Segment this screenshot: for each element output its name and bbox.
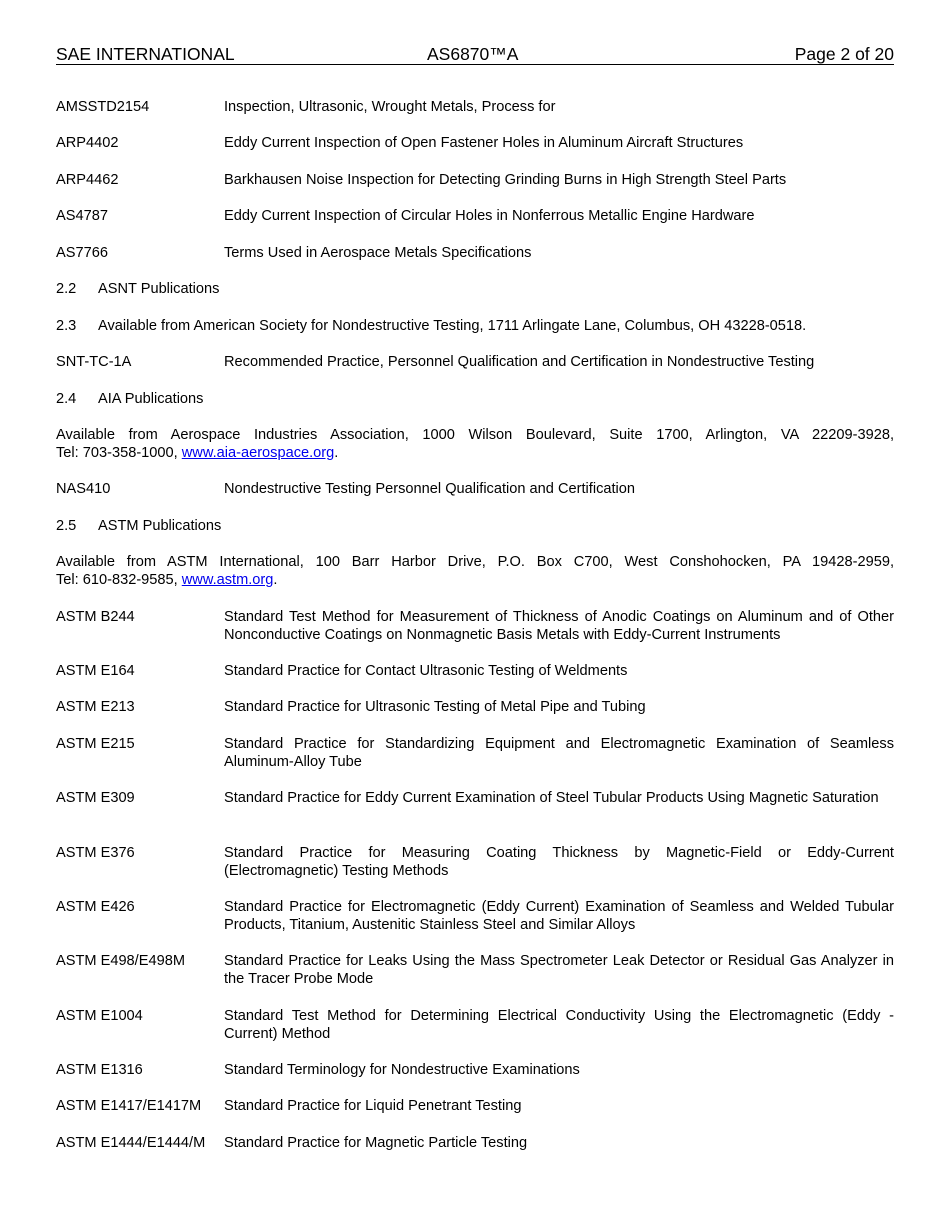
reference-description: Standard Practice for Magnetic Particle Testing xyxy=(224,1135,528,1151)
reference-description: Barkhausen Noise Inspection for Detecting Grinding Burns in High Strength Steel Parts xyxy=(224,172,787,188)
aia-availability-paragraph xyxy=(56,426,894,462)
availability-tel: Tel: 703-358-1000, xyxy=(56,445,182,461)
reference-code: ASTM E1316 xyxy=(56,1062,143,1078)
reference-description: Standard Practice for Electromagnetic (Eddy Current) Examination of Seamless and Welded Tubular Products, Titanium, Austenitic Stainless Steel and Similar Alloys xyxy=(224,899,894,933)
reference-code: ASTM E1444/E1444/M xyxy=(56,1135,206,1151)
reference-code: ASTM E309 xyxy=(56,790,135,806)
reference-description: Standard Practice for Leaks Using the Mass Spectrometer Leak Detector or Residual Gas Analyzer in the Tracer Probe Mode xyxy=(224,953,894,987)
reference-code: ASTM E1004 xyxy=(56,1008,143,1024)
reference-description: Standard Test Method for Determining Electrical Conductivity Using the Electromagnetic (Eddy - Current) Method xyxy=(224,1008,894,1042)
section-title: ASTM Publications xyxy=(98,518,222,534)
reference-code: ARP4402 xyxy=(56,135,119,151)
reference-description: Standard Practice for Measuring Coating Thickness by Magnetic-Field or Eddy-Current (Electromagnetic) Testing Methods xyxy=(224,845,894,879)
reference-description: Inspection, Ultrasonic, Wrought Metals, Process for xyxy=(224,99,556,115)
astm-availability-paragraph xyxy=(56,553,894,589)
reference-code: ARP4462 xyxy=(56,172,119,188)
reference-description: Standard Test Method for Measurement of Thickness of Anodic Coatings on Aluminum and of Other Nonconductive Coatings on Nonmagnetic Basis Metals with Eddy-Current Instruments xyxy=(224,609,894,643)
section-number: 2.3 xyxy=(56,318,77,334)
reference-description: Eddy Current Inspection of Circular Holes in Nonferrous Metallic Engine Hardware xyxy=(224,208,755,224)
page-header xyxy=(56,44,894,65)
reference-code: SNT-TC-1A xyxy=(56,354,132,370)
reference-code: AS7766 xyxy=(56,245,108,261)
reference-description: Recommended Practice, Personnel Qualification and Certification in Nondestructive Testing xyxy=(224,354,815,370)
reference-code: ASTM E215 xyxy=(56,736,135,752)
section-title: AIA Publications xyxy=(98,391,204,407)
availability-line xyxy=(56,444,894,462)
reference-code: NAS410 xyxy=(56,481,111,497)
header-page-number: Page 2 of 20 xyxy=(794,44,894,64)
reference-description: Eddy Current Inspection of Open Fastener Holes in Aluminum Aircraft Structures xyxy=(224,135,744,151)
reference-description: Terms Used in Aerospace Metals Specifications xyxy=(224,245,532,261)
availability-line xyxy=(56,571,894,589)
reference-code: AMSSTD2154 xyxy=(56,99,150,115)
reference-description: Standard Terminology for Nondestructive Examinations xyxy=(224,1062,580,1078)
reference-code: ASTM E1417/E1417M xyxy=(56,1098,202,1114)
reference-description: Standard Practice for Liquid Penetrant Testing xyxy=(224,1098,522,1114)
reference-description: Standard Practice for Ultrasonic Testing of Metal Pipe and Tubing xyxy=(224,699,646,715)
header-org: SAE INTERNATIONAL xyxy=(56,44,235,64)
availability-line: Available from Aerospace Industries Association, 1000 Wilson Boulevard, Suite 1700, Arlington, VA 22209-3928, xyxy=(56,427,894,443)
reference-description: Standard Practice for Contact Ultrasonic Testing of Weldments xyxy=(224,663,628,679)
section-number: 2.4 xyxy=(56,391,77,407)
section-number: 2.2 xyxy=(56,281,77,297)
header-doc-id: AS6870™A xyxy=(427,44,519,64)
availability-line: Available from ASTM International, 100 Barr Harbor Drive, P.O. Box C700, West Conshohocken, PA 19428-2959, xyxy=(56,554,894,570)
reference-code: ASTM E426 xyxy=(56,899,135,915)
availability-suffix: . xyxy=(334,445,339,461)
reference-description: Standard Practice for Standardizing Equipment and Electromagnetic Examination of Seamless Aluminum-Alloy Tube xyxy=(224,736,894,770)
reference-code: ASTM E498/E498M xyxy=(56,953,185,969)
reference-code: ASTM E376 xyxy=(56,845,135,861)
aia-website-link[interactable]: www.aia-aerospace.org xyxy=(181,445,335,461)
reference-description: Nondestructive Testing Personnel Qualification and Certification xyxy=(224,481,636,497)
reference-description: Standard Practice for Eddy Current Examination of Steel Tubular Products Using Magnetic Saturation xyxy=(224,790,879,806)
reference-code: ASTM E164 xyxy=(56,663,135,679)
reference-code: ASTM E213 xyxy=(56,699,135,715)
availability-suffix: . xyxy=(273,572,278,588)
section-title: Available from American Society for Nondestructive Testing, 1711 Arlingate Lane, Columbus, OH 43228-0518. xyxy=(98,318,807,334)
section-title: ASNT Publications xyxy=(98,281,220,297)
reference-code: AS4787 xyxy=(56,208,108,224)
astm-website-link[interactable]: www.astm.org xyxy=(181,572,274,588)
reference-code: ASTM B244 xyxy=(56,609,135,625)
section-number: 2.5 xyxy=(56,518,77,534)
availability-tel: Tel: 610-832-9585, xyxy=(56,572,182,588)
